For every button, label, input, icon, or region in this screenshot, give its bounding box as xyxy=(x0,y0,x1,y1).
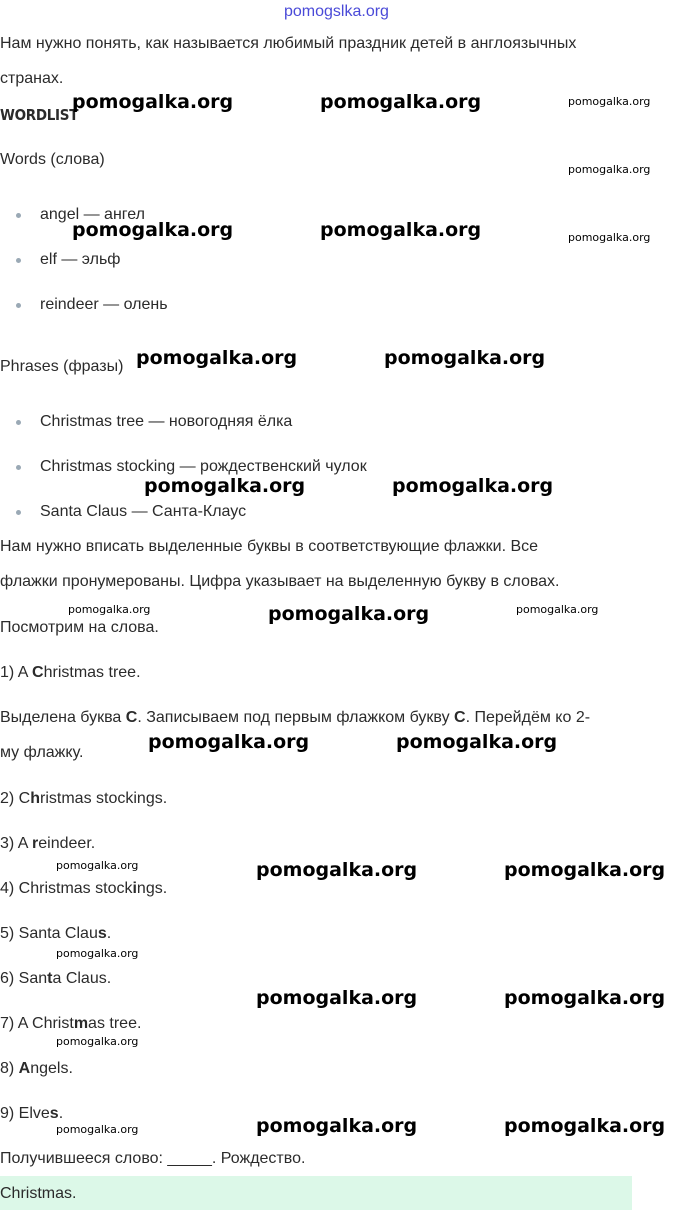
word-line-8: 8) Angels. xyxy=(0,1060,73,1077)
explain-line-1: Выделена буква C. Записываем под первым флажком букву C. Перейдём ко 2- xyxy=(0,709,591,726)
watermark: pomogalka.org xyxy=(504,987,666,1009)
highlighted-letter: t xyxy=(47,970,53,987)
word-line-6: 6) Santa Claus. xyxy=(0,970,112,987)
watermark: pomogalka.org xyxy=(516,603,599,616)
word-line-4: 4) Christmas stockings. xyxy=(0,880,168,897)
watermark: pomogalka.org xyxy=(568,163,651,176)
watermark: pomogalka.org xyxy=(320,91,482,113)
word-line-2: 2) Christmas stockings. xyxy=(0,790,168,807)
watermark: pomogalka.org xyxy=(568,231,651,244)
watermark: pomogalka.org xyxy=(256,987,418,1009)
watermark: pomogalka.org xyxy=(68,603,151,616)
word-line-3: 3) A reindeer. xyxy=(0,835,96,852)
watermark: pomogalka.org xyxy=(56,947,139,960)
watermark: pomogalka.org xyxy=(392,475,554,497)
watermark: pomogalka.org xyxy=(56,1123,139,1136)
word-item: elf — эльф xyxy=(40,251,121,268)
word-item: reindeer — олень xyxy=(40,296,168,313)
highlighted-letter: s xyxy=(97,925,107,942)
watermark: pomogalka.org xyxy=(268,603,430,625)
watermark: pomogalka.org xyxy=(568,95,651,108)
explain-line-2: му флажку. xyxy=(0,744,84,761)
phrase-item: Santa Claus — Санта-Клаус xyxy=(40,503,247,520)
watermark: pomogalka.org xyxy=(256,859,418,881)
watermark: pomogalka.org xyxy=(504,859,666,881)
task-line-3: Посмотрим на слова. xyxy=(0,619,159,636)
watermark: pomogalka.org xyxy=(396,731,558,753)
intro-line-2: странах. xyxy=(0,70,64,87)
phrases-label: Phrases (фразы) xyxy=(0,358,124,375)
watermark: pomogalka.org xyxy=(56,859,139,872)
bullet-icon xyxy=(16,420,21,425)
highlighted-letter: A xyxy=(18,1060,31,1077)
bullet-icon xyxy=(16,213,21,218)
answer-box xyxy=(0,1176,632,1210)
bullet-icon xyxy=(16,258,21,263)
phrase-item: Christmas stocking — рождественский чулок xyxy=(40,458,367,475)
word-line-9: 9) Elves. xyxy=(0,1105,64,1122)
watermark: pomogalka.org xyxy=(72,219,234,241)
highlighted-letter: m xyxy=(73,1015,89,1032)
words-label: Words (слова) xyxy=(0,151,105,168)
answer-text: Christmas. xyxy=(0,1185,77,1202)
highlighted-letter: C xyxy=(125,709,138,726)
watermark: pomogalka.org xyxy=(256,1115,418,1137)
task-line-1: Нам нужно вписать выделенные буквы в соответствующие флажки. Все xyxy=(0,538,539,555)
task-line-2: флажки пронумерованы. Цифра указывает на выделенную букву в словах. xyxy=(0,573,560,590)
watermark: pomogalka.org xyxy=(144,475,306,497)
bullet-icon xyxy=(16,510,21,515)
highlighted-letter: s xyxy=(49,1105,59,1122)
phrase-item: Christmas tree — новогодняя ёлка xyxy=(40,413,293,430)
watermark: pomogalka.org xyxy=(56,1035,139,1048)
word-item: angel — ангел xyxy=(40,206,145,223)
highlighted-letter: r xyxy=(32,835,39,852)
watermark: pomogalka.org xyxy=(136,347,298,369)
bullet-icon xyxy=(16,465,21,470)
top-watermark: pomogslka.org xyxy=(284,3,389,20)
highlighted-letter: C xyxy=(32,664,44,681)
watermark: pomogalka.org xyxy=(148,731,310,753)
bullet-icon xyxy=(16,303,21,308)
highlighted-letter: C xyxy=(454,709,466,726)
watermark: pomogalka.org xyxy=(72,91,234,113)
watermark: pomogalka.org xyxy=(384,347,546,369)
word-line-1: 1) A Christmas tree. xyxy=(0,664,141,681)
highlighted-letter: i xyxy=(132,880,137,897)
watermark: pomogalka.org xyxy=(504,1115,666,1137)
word-line-7: 7) A Christmas tree. xyxy=(0,1015,142,1032)
result-line: Получившееся слово: _____. Рождество. xyxy=(0,1150,306,1167)
watermark: pomogalka.org xyxy=(320,219,482,241)
highlighted-letter: h xyxy=(30,790,41,807)
word-line-5: 5) Santa Claus. xyxy=(0,925,112,942)
intro-line-1: Нам нужно понять, как называется любимый праздник детей в англоязычных xyxy=(0,35,577,52)
wordlist-heading: WORDLIST xyxy=(0,106,79,124)
